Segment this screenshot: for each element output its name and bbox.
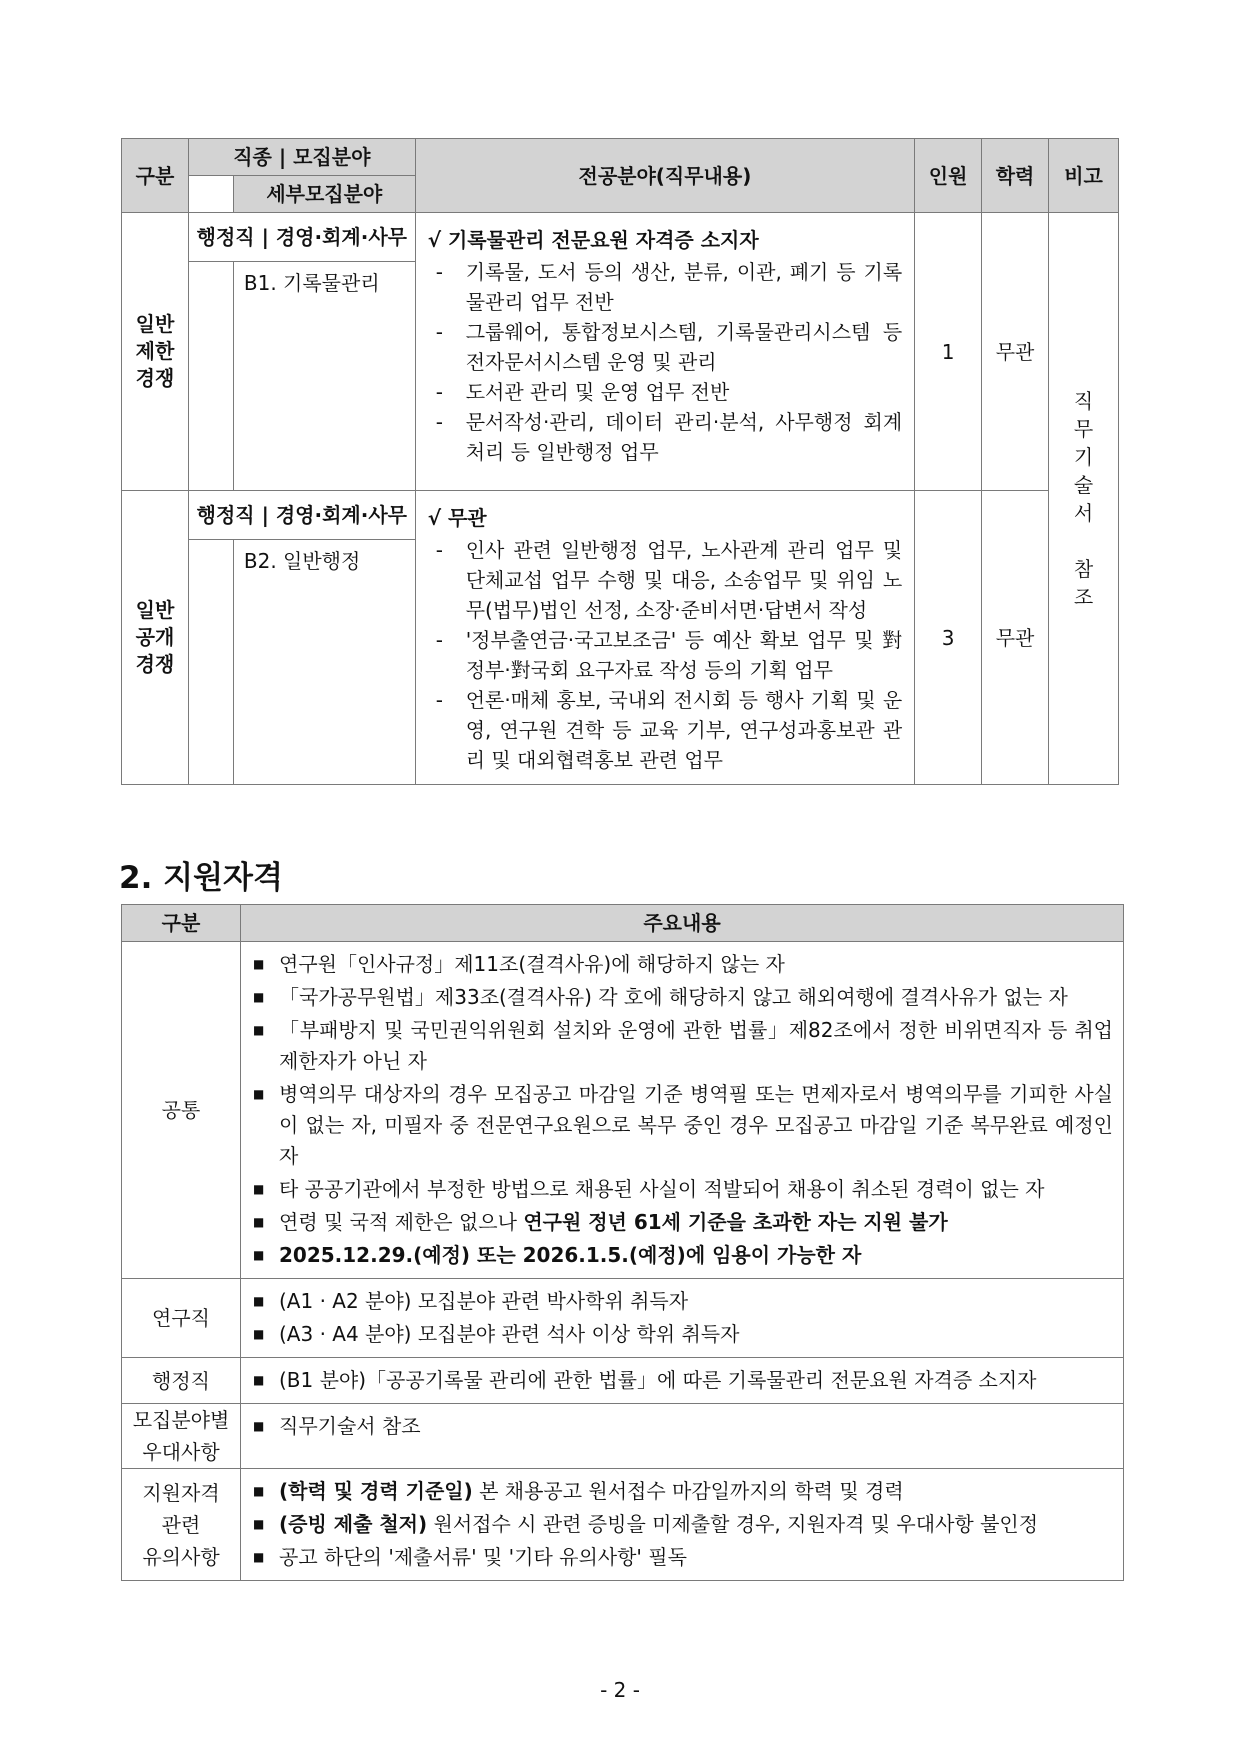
header-sub-field: 세부모집분야 (233, 176, 415, 213)
content-caution (241, 1469, 1124, 1581)
label-preference: 모집분야별 우대사항 (122, 1404, 241, 1469)
row-job: 행정직 | 경영·회계·사무 (188, 213, 415, 262)
list-item: ■ 공고 하단의 '제출서류' 및 '기타 유의사항' 필독 (253, 1545, 687, 1569)
row-count: 3 (915, 491, 982, 785)
row-preference (122, 1404, 1124, 1469)
duty-item: - 인사 관련 일반행정 업무, 노사관계 관리 업무 및 단체교섭 업무 수행 및 대응, 소송업무 및 위임 노무(법무)법인 선정, 소장·준비서면·답변서 작성 (435, 538, 903, 622)
row-admin (122, 1358, 1124, 1404)
list-item: ■ (학력 및 경력 기준일) 본 채용공고 원서접수 마감일까지의 학력 및 경력 (253, 1479, 904, 1503)
page-number: - 2 - (600, 1678, 640, 1702)
table1-row-b1-job (122, 213, 1119, 262)
duty-item: - 그룹웨어, 통합정보시스템, 기록물관리시스템 등 전자문서시스템 운영 및 관리 (435, 320, 903, 374)
list-item: ■ 타 공공기관에서 부정한 방법으로 채용된 사실이 적발되어 채용이 취소된 경력이 없는 자 (253, 1177, 1045, 1201)
list-item: ■ 「국가공무원법」제33조(결격사유) 각 호에 해당하지 않고 해외여행에 결격사유가 없는 자 (253, 985, 1068, 1009)
row-sub-field: B2. 일반행정 (233, 540, 415, 785)
row-education: 무관 (982, 491, 1049, 785)
row-sub-field: B1. 기록물관리 (233, 262, 415, 491)
duty-lead: √ 무관 (427, 506, 487, 530)
duty-lead: √ 기록물관리 전문요원 자격증 소지자 (427, 228, 759, 252)
duty-item: - 도서관 관리 및 운영 업무 전반 (435, 380, 730, 404)
header-note: 비고 (1049, 139, 1119, 213)
list-item: ■ (A1 · A2 분야) 모집분야 관련 박사학위 취득자 (253, 1289, 689, 1313)
row-duty (415, 213, 914, 491)
header-count: 인원 (915, 139, 982, 213)
content-admin (241, 1358, 1124, 1404)
content-common (241, 942, 1124, 1279)
list-item: ■ 직무기술서 참조 (253, 1414, 421, 1438)
duty-item: - 언론·매체 홍보, 국내외 전시회 등 행사 기획 및 운영, 연구원 견학 등 교육 기부, 연구성과홍보관 관리 및 대외협력홍보 관련 업무 (435, 688, 903, 772)
header-content: 주요내용 (241, 905, 1124, 942)
row-research (122, 1279, 1124, 1358)
note-job-description: 직 무 기 술 서 참 조 (1049, 213, 1119, 785)
label-common: 공통 (122, 942, 241, 1279)
row-education: 무관 (982, 213, 1049, 491)
list-item: ■ 「부패방지 및 국민권익위원회 설치와 운영에 관한 법률」제82조에서 정한 비위면직자 등 취업제한자가 아닌 자 (253, 1018, 1113, 1073)
list-item: ■ 2025.12.29.(예정) 또는 2026.1.5.(예정)에 임용이 가능한 자 (253, 1243, 862, 1267)
row-count: 1 (915, 213, 982, 491)
table1-header-row-1 (122, 139, 1119, 176)
header-education: 학력 (982, 139, 1049, 213)
eligibility-table (121, 904, 1124, 1581)
header-job-field: 직종 | 모집분야 (188, 139, 415, 176)
list-item: ■ (B1 분야)「공공기록물 관리에 관한 법률」에 따른 기록물관리 전문요원 자격증 소지자 (253, 1368, 1037, 1392)
label-caution: 지원자격 관련 유의사항 (122, 1469, 241, 1581)
list-item: ■ 연구원「인사규정」제11조(결격사유)에 해당하지 않는 자 (253, 952, 785, 976)
label-research: 연구직 (122, 1279, 241, 1358)
list-item: ■ 병역의무 대상자의 경우 모집공고 마감일 기준 병역필 또는 면제자로서 병역의무를 기피한 사실이 없는 자, 미필자 중 전문연구요원으로 복무 중인 경우 모집공고 마감일 기준 복무완료 예정인 자 (253, 1082, 1113, 1168)
label-admin: 행정직 (122, 1358, 241, 1404)
header-major: 전공분야(직무내용) (415, 139, 914, 213)
row-caution (122, 1469, 1124, 1581)
section-title: 2. 지원자격 (119, 860, 283, 896)
header-category: 구분 (122, 139, 189, 213)
list-item: ■ 연령 및 국적 제한은 없으나 연구원 정년 61세 기준을 초과한 자는 지원 불가 (253, 1210, 948, 1234)
row-category: 일반 공개 경쟁 (122, 491, 189, 785)
duty-item: - 기록물, 도서 등의 생산, 분류, 이관, 폐기 등 기록물관리 업무 전반 (435, 260, 903, 314)
list-item: ■ (A3 · A4 분야) 모집분야 관련 석사 이상 학위 취득자 (253, 1322, 740, 1346)
header-category: 구분 (122, 905, 241, 942)
row-common (122, 942, 1124, 1279)
list-item: ■ (증빙 제출 철저) 원서접수 시 관련 증빙을 미제출할 경우, 지원자격 및 우대사항 불인정 (253, 1512, 1039, 1536)
table1-row-b2-job (122, 491, 1119, 540)
content-research (241, 1279, 1124, 1358)
row-job: 행정직 | 경영·회계·사무 (188, 491, 415, 540)
table2-header-row (122, 905, 1124, 942)
row-category: 일반 제한 경쟁 (122, 213, 189, 491)
duty-item: - 문서작성·관리, 데이터 관리·분석, 사무행정 회계 처리 등 일반행정 업무 (435, 410, 903, 464)
row-duty (415, 491, 914, 785)
recruitment-field-table (121, 138, 1119, 785)
content-preference (241, 1404, 1124, 1469)
duty-item: - '정부출연금·국고보조금' 등 예산 확보 업무 및 對정부·對국회 요구자료 작성 등의 기획 업무 (435, 628, 903, 682)
